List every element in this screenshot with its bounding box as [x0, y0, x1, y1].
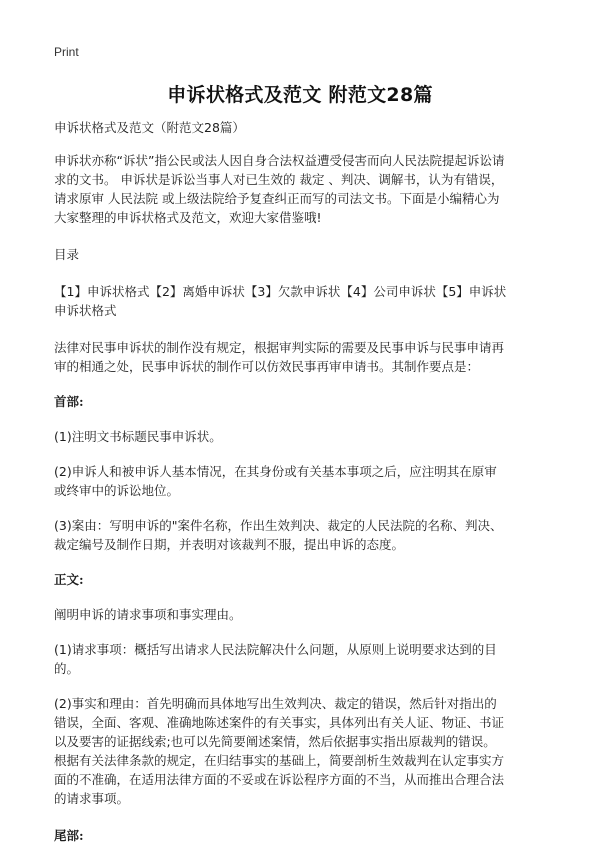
body-item-2 [54, 694, 554, 808]
law-line: 审的相通之处，民事申诉状的制作可以仿效民事再审申请书。其制作要点是： [54, 359, 480, 374]
head-item-3-line: (3)案由：写明申诉的"案件名称，作出生效判决、裁定的人民法院的名称、判决、 [54, 518, 503, 533]
head-item-1: (1)注明文书标题民事申诉状。 [54, 429, 222, 444]
intro-line: 大家整理的申诉状格式及范文，欢迎大家借鉴哦! [54, 210, 322, 225]
toc-list [54, 282, 554, 320]
subtitle: 申诉状格式及范文（附范文28篇） [54, 120, 245, 135]
head-item-3 [54, 516, 554, 554]
intro-paragraph [54, 151, 554, 227]
toc-line: 申诉状格式 [54, 303, 117, 318]
law-line: 法律对民事申诉状的制作没有规定，根据审判实际的需要及民事申诉与民事申请再 [54, 340, 505, 355]
page-title: 申诉状格式及范文 附范文28篇 [167, 84, 433, 106]
body-item-2-line: 根据有关法律条款的规定，在归结事实的基础上，简要剖析生效裁判在认定事实方 [54, 753, 505, 768]
body-item-2-line: 错误，全面、客观、准确地陈述案件的有关事实，具体列出有关人证、物证、书证 [54, 715, 505, 730]
section-heading-tail: 尾部: [54, 828, 84, 843]
head-item-2 [54, 462, 554, 500]
body-item-2-line: (2)事实和理由：首先明确而具体地写出生效判决、裁定的错误，然后针对指出的 [54, 696, 497, 711]
toc-label: 目录 [54, 247, 80, 262]
body-item-1 [54, 640, 554, 678]
intro-line: 请求原审 人民法院 或上级法院给予复查纠正而写的司法文书。下面是小编精心为 [54, 191, 500, 206]
toc-line: 【1】申诉状格式【2】离婚申诉状【3】欠款申诉状【4】公司申诉状【5】申诉状 [54, 284, 507, 299]
document-body [54, 118, 554, 845]
print-label: Print [54, 45, 79, 59]
body-item-1-line: 的。 [54, 661, 80, 676]
head-item-3-line: 裁定编号及制作日期，并表明对该裁判不服，提出申诉的态度。 [54, 537, 405, 552]
head-item-2-line: 或终审中的诉讼地位。 [54, 483, 180, 498]
section-heading-head: 首部: [54, 394, 84, 409]
intro-line: 申诉状亦称“诉状”指公民或法人因自身合法权益遭受侵害而向人民法院提起诉讼请 [54, 153, 505, 168]
law-paragraph [54, 338, 554, 376]
section-heading-body: 正文: [54, 572, 84, 587]
body-intro: 阐明申诉的请求事项和事实理由。 [54, 607, 242, 622]
body-item-2-line: 以及要害的证据线索;也可以先简要阐述案情，然后依据事实指出原裁判的错误。 [54, 734, 496, 749]
body-item-2-line: 面的不准确，在适用法律方面的不妥或在诉讼程序方面的不当，从而推出合理合法 [54, 772, 505, 787]
head-item-2-line: (2)申诉人和被申诉人基本情况，在其身份或有关基本事项之后，应注明其在原审 [54, 464, 497, 479]
body-item-1-line: (1)请求事项：概括写出请求人民法院解决什么问题，从原则上说明要求达到的目 [54, 642, 497, 657]
intro-line: 求的文书。 申诉状是诉讼当事人对已生效的 裁定 、判决、调解书，认为有错误， [54, 172, 504, 187]
body-item-2-line: 的请求事项。 [54, 791, 130, 806]
